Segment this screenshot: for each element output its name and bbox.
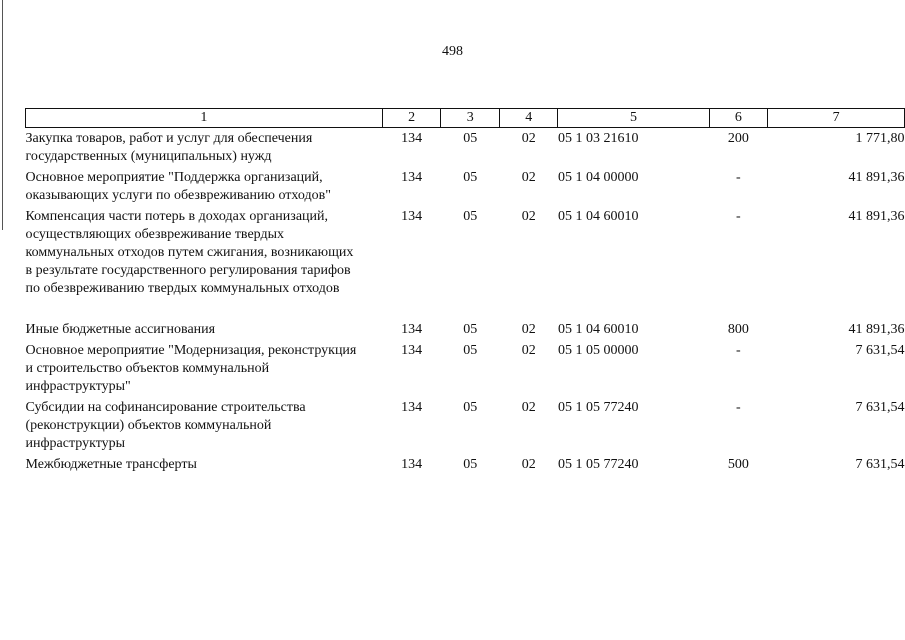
column-header-4: 4 [499, 109, 557, 128]
row-name-line: инфраструктуры" [25, 379, 131, 394]
cell-ministry-code: 134 [401, 343, 423, 358]
row-name-line: Субсидии на софинансирование строительства [25, 400, 306, 415]
column-header-2: 2 [382, 109, 441, 128]
row-name-line: Компенсация части потерь в доходах организаций, [25, 209, 329, 224]
row-name-line: оказывающих услуги по обезвреживанию отходов" [25, 188, 331, 203]
cell-subsection: 02 [521, 131, 536, 146]
row-name-line: Межбюджетные трансферты [25, 457, 197, 472]
cell-expense-type: - [736, 400, 741, 415]
cell-section: 05 [463, 343, 478, 358]
table-row [26, 169, 905, 208]
cell-subsection: 02 [521, 400, 536, 415]
row-name-line: коммунальных отходов путем сжигания, возникающих [25, 245, 354, 260]
column-header-6: 6 [709, 109, 768, 128]
table-row [26, 399, 905, 456]
row-name-line: государственных (муниципальных) нужд [25, 149, 272, 164]
cell-section: 05 [463, 322, 478, 337]
cell-section: 05 [463, 209, 478, 224]
column-header-1: 1 [26, 109, 383, 128]
cell-subsection: 02 [521, 170, 536, 185]
cell-section: 05 [463, 400, 478, 415]
cell-amount: 41 891,36 [848, 209, 905, 224]
row-name [26, 321, 383, 342]
row-name-line: Основное мероприятие "Модернизация, реконструкция [25, 343, 357, 358]
cell-ministry-code: 134 [401, 170, 423, 185]
row-name [26, 399, 383, 456]
cell-ministry-code: 134 [401, 400, 423, 415]
table-row [26, 128, 905, 170]
row-name-line: и строительство объектов коммунальной [25, 361, 270, 376]
cell-target-article: 05 1 05 77240 [557, 400, 639, 415]
cell-target-article: 05 1 05 77240 [557, 457, 639, 472]
cell-expense-type: - [736, 343, 741, 358]
cell-ministry-code: 134 [401, 457, 423, 472]
cell-expense-type: 800 [727, 322, 749, 337]
table-row [26, 321, 905, 342]
column-header-3: 3 [441, 109, 499, 128]
row-name-line: (реконструкции) объектов коммунальной [25, 418, 272, 433]
cell-subsection: 02 [521, 322, 536, 337]
cell-amount: 1 771,80 [855, 131, 905, 146]
row-spacer [26, 301, 905, 321]
column-header-7: 7 [768, 109, 905, 128]
cell-ministry-code: 134 [401, 322, 423, 337]
table-row [26, 208, 905, 301]
cell-ministry-code: 134 [401, 131, 423, 146]
row-name-line: инфраструктуры [25, 436, 126, 451]
cell-target-article: 05 1 04 00000 [557, 170, 639, 185]
scan-edge-line [2, 0, 3, 230]
cell-ministry-code: 134 [401, 209, 423, 224]
cell-expense-type: - [736, 209, 741, 224]
column-header-5: 5 [558, 109, 709, 128]
row-name-line: Основное мероприятие "Поддержка организаций, [25, 170, 323, 185]
page-number: 498 [442, 44, 463, 59]
row-name-line: Закупка товаров, работ и услуг для обеспечения [25, 131, 313, 146]
row-name-line: Иные бюджетные ассигнования [25, 322, 216, 337]
cell-target-article: 05 1 05 00000 [557, 343, 639, 358]
cell-target-article: 05 1 03 21610 [557, 131, 639, 146]
row-name [26, 342, 383, 399]
row-name [26, 169, 383, 208]
cell-expense-type: 500 [727, 457, 749, 472]
row-name-line: по обезвреживанию твердых коммунальных отходов [25, 281, 340, 296]
budget-table [25, 108, 905, 477]
cell-amount: 7 631,54 [855, 400, 905, 415]
column-number-row [26, 109, 905, 128]
row-name-line: в результате государственного регулирования тарифов [25, 263, 351, 278]
cell-expense-type: 200 [727, 131, 749, 146]
table-row [26, 456, 905, 477]
row-name [26, 456, 383, 477]
cell-amount: 41 891,36 [848, 170, 905, 185]
cell-subsection: 02 [521, 209, 536, 224]
table-row [26, 342, 905, 399]
row-name-line: осуществляющих обезвреживание твердых [25, 227, 285, 242]
cell-target-article: 05 1 04 60010 [557, 209, 639, 224]
cell-section: 05 [463, 131, 478, 146]
cell-target-article: 05 1 04 60010 [557, 322, 639, 337]
cell-subsection: 02 [521, 343, 536, 358]
row-name [26, 208, 383, 301]
cell-subsection: 02 [521, 457, 536, 472]
row-name [26, 128, 383, 170]
cell-amount: 7 631,54 [855, 343, 905, 358]
cell-section: 05 [463, 170, 478, 185]
cell-amount: 41 891,36 [848, 322, 905, 337]
cell-expense-type: - [736, 170, 741, 185]
cell-amount: 7 631,54 [855, 457, 905, 472]
cell-section: 05 [463, 457, 478, 472]
